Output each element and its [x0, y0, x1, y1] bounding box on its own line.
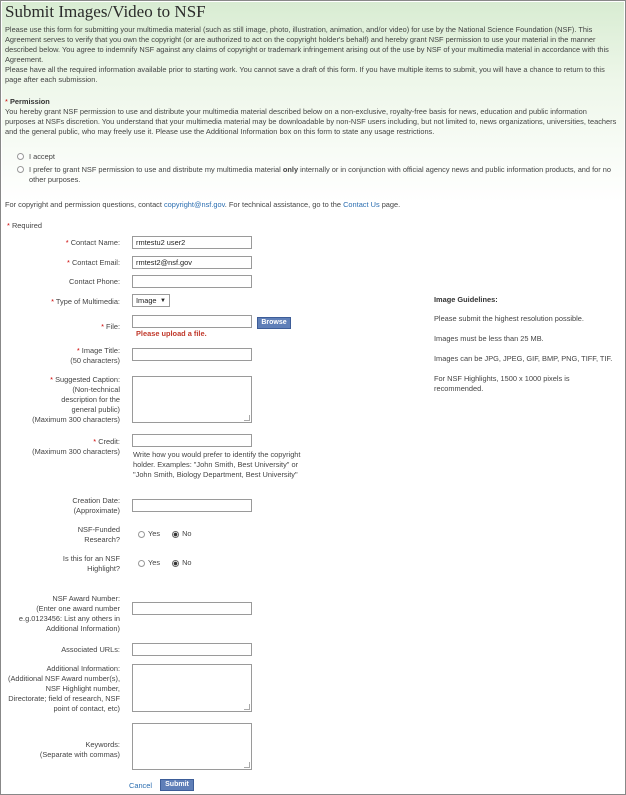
internal-only-radio[interactable] [17, 166, 24, 173]
nsf-highlight-label: Is this for an NSF Highlight? [62, 554, 120, 573]
keywords-label: Keywords: (Separate with commas) [39, 740, 120, 759]
credit-input[interactable] [132, 434, 252, 447]
chevron-down-icon: ▼ [160, 298, 166, 304]
nsf-highlight-no-radio[interactable] [172, 560, 179, 567]
contact-email-input[interactable]: rmtest2@nsf.gov [132, 256, 252, 269]
permission-title: Permission [9, 97, 50, 106]
urls-label: Associated URLs: [61, 645, 120, 654]
copyright-email-link[interactable]: copyright@nsf.gov [163, 200, 225, 209]
creation-date-label: Creation Date: (Approximate) [72, 496, 120, 515]
award-number-input[interactable] [132, 602, 252, 615]
permission-option-accept[interactable] [17, 152, 55, 162]
award-number-label: NSF Award Number: (Enter one award number e.g.0123456: List any others in Additional Information) [18, 594, 120, 633]
intro-text [5, 25, 617, 85]
keywords-textarea[interactable] [132, 723, 252, 770]
intro-paragraph-1: Please use this form for submitting your multimedia material (such as still image, photo, illustration, animation, and/or video) for use by the National Science Foundation (NSF). This Agreement serves to verify that you own the copyright (or are authorized to act on the copyright holder's behalf) and hereby grant NSF permission to use your material in the manner described below. You agree to indemnify NSF against any claims of copyright or trademark infringement arising out of the use by NSF of your multimedia material in accordance with this Agreement. [5, 25, 609, 64]
internal-only-label: I prefer to grant NSF permission to use and distribute my multimedia material only internally or in conjunction with official agency news and public information products, and for no other purposes. [29, 165, 611, 184]
nsf-highlight-yes-radio[interactable] [138, 560, 145, 567]
guideline-item: Images must be less than 25 MB. [434, 334, 544, 343]
creation-date-input[interactable] [132, 499, 252, 512]
nsf-funded-options: Yes No [138, 529, 192, 538]
nsf-funded-no-radio[interactable] [172, 531, 179, 538]
contact-us-link[interactable]: Contact Us [343, 200, 380, 209]
guideline-item: Images can be JPG, JPEG, GIF, BMP, PNG, TIFF, TIF. [434, 354, 613, 363]
contact-phone-label: Contact Phone: [69, 277, 120, 286]
contact-line: For copyright and permission questions, contact copyright@nsf.gov. For technical assistance, go to the Contact Us page. [5, 200, 401, 209]
cancel-link[interactable]: Cancel [129, 781, 153, 790]
intro-paragraph-2: Please have all the required information available prior to starting work. You cannot save a draft of this form. If you have multiple items to submit, you will have a chance to return to this page after each submission. [5, 65, 605, 84]
permission-text: You hereby grant NSF permission to use and distribute your multimedia material described below on a non-exclusive, royalty-free basis for news, education and public information purposes at NSFs discretion. You understand that your multimedia material may be downloadable by non-NSF users including, but not limited to, news organizations, universities, teachers and the general public, who may freely use it. Please use the Additional Information box on this form to state any usage restrictions. [5, 107, 617, 136]
nsf-funded-yes-radio[interactable] [138, 531, 145, 538]
contact-phone-input[interactable] [132, 275, 252, 288]
contact-email-label: * Contact Email: [67, 258, 120, 267]
browse-button[interactable]: Browse [257, 317, 291, 329]
additional-info-label: Additional Information: (Additional NSF Award number(s), NSF Highlight number, Directorate; field of research, NSF point of contact, etc) [8, 664, 120, 713]
type-select[interactable]: Image ▼ [132, 294, 170, 307]
caption-label: * Suggested Caption: (Non-technical description for the general public) (Maximum 300 characters) [32, 375, 120, 424]
contact-name-label: * Contact Name: [65, 238, 120, 247]
image-guidelines [434, 295, 614, 404]
required-star: * [5, 97, 8, 106]
nsf-funded-label: NSF-Funded Research? [77, 525, 120, 544]
guideline-item: Please submit the highest resolution possible. [434, 314, 584, 323]
accept-radio[interactable] [17, 153, 24, 160]
image-title-label: * Image Title: (50 characters) [70, 346, 120, 365]
accept-label: I accept [29, 152, 55, 161]
permission-heading [5, 97, 50, 106]
contact-name-input[interactable]: rmtestu2 user2 [132, 236, 252, 249]
guidelines-title: Image Guidelines: [434, 295, 498, 304]
type-label: * Type of Multimedia: [51, 297, 120, 306]
guideline-item: For NSF Highlights, 1500 x 1000 pixels is recommended. [434, 374, 570, 393]
file-label: * File: [101, 322, 120, 331]
caption-textarea[interactable] [132, 376, 252, 423]
additional-info-textarea[interactable] [132, 664, 252, 712]
urls-input[interactable] [132, 643, 252, 656]
submit-button[interactable]: Submit [160, 779, 194, 791]
credit-label: * Credit: (Maximum 300 characters) [32, 437, 120, 456]
credit-hint: Write how you would prefer to identify the copyright holder. Examples: "John Smith, Best University" or "John Smith, Biology Department, Best University" [133, 450, 301, 479]
nsf-highlight-options: Yes No [138, 558, 192, 567]
permission-option-internal[interactable] [17, 165, 617, 185]
file-error-message: Please upload a file. [136, 329, 207, 338]
required-note: * Required [7, 221, 42, 230]
file-input[interactable] [132, 315, 252, 328]
page-title: Submit Images/Video to NSF [5, 2, 206, 21]
image-title-input[interactable] [132, 348, 252, 361]
